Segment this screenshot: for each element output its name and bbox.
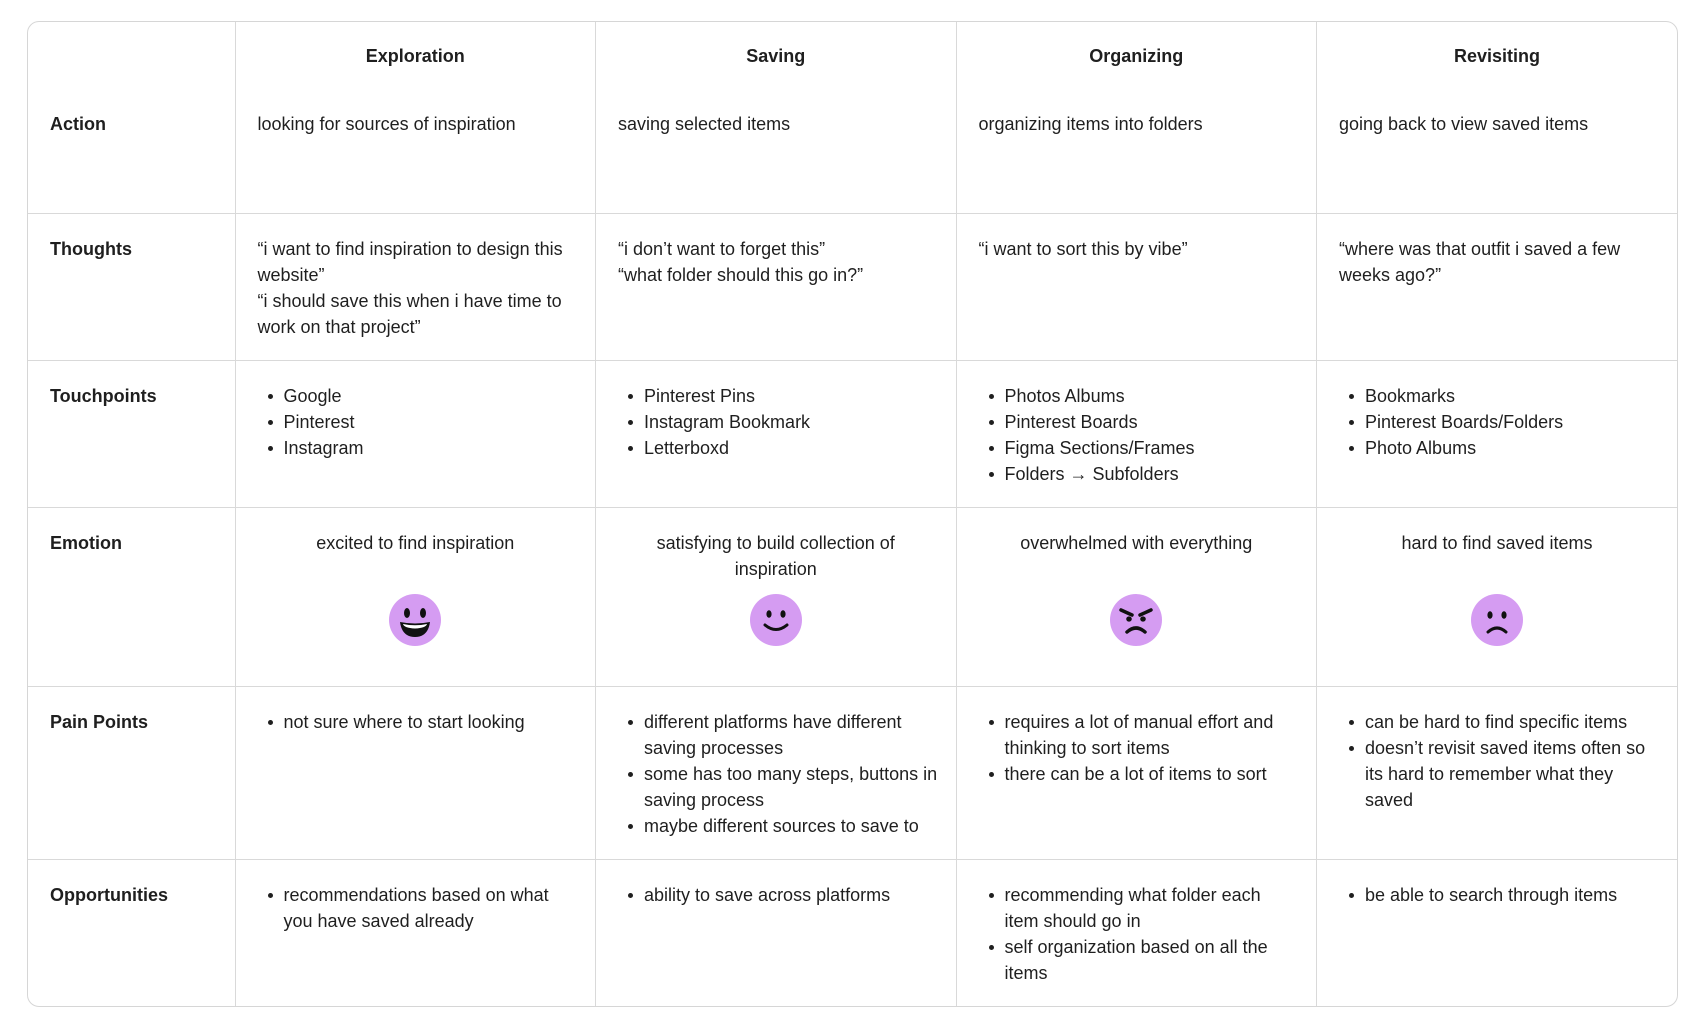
header-saving: Saving	[596, 22, 957, 89]
touchpoints-saving	[596, 360, 957, 507]
pain-point-list	[258, 709, 578, 735]
row-touchpoints	[28, 360, 1677, 507]
pain-points-revisiting	[1317, 686, 1678, 859]
list-item: not sure where to start looking	[284, 709, 578, 735]
list-item: Photo Albums	[1365, 435, 1659, 461]
header-revisiting: Revisiting	[1453, 45, 1541, 66]
list-item: requires a lot of manual effort and thinking to sort items	[1005, 709, 1299, 761]
frowning-face-icon	[1471, 594, 1523, 646]
list-item: doesn’t revisit saved items often so its hard to remember what they saved	[1365, 735, 1659, 813]
row-thoughts	[28, 213, 1677, 360]
opportunity-list	[1339, 882, 1659, 908]
emotion-saving	[596, 507, 957, 686]
header-row	[28, 22, 1677, 89]
list-item: can be hard to find specific items	[1365, 709, 1659, 735]
list-item: Instagram	[284, 435, 578, 461]
list-item: maybe different sources to save to	[644, 813, 938, 839]
thoughts-revisiting	[1317, 213, 1678, 360]
touchpoints-exploration	[235, 360, 596, 507]
row-label-opportunities: Opportunities	[28, 859, 235, 1006]
row-emotion	[28, 507, 1677, 686]
thought-line: “i want to find inspiration to design this website”	[257, 238, 563, 285]
row-label-touchpoints: Touchpoints	[28, 360, 235, 507]
header-exploration: Exploration	[235, 22, 596, 89]
pain-point-list	[1339, 709, 1659, 813]
row-label-pain-points: Pain Points	[28, 686, 235, 859]
thoughts-saving	[596, 213, 957, 360]
list-item: Google	[284, 383, 578, 409]
opportunities-saving	[596, 859, 957, 1006]
thought-line: “i want to sort this by vibe”	[978, 238, 1188, 259]
emotion-text: satisfying to build collection of inspiration	[656, 532, 895, 579]
action-exploration: looking for sources of inspiration	[235, 89, 596, 213]
header-organizing: Organizing	[956, 22, 1317, 89]
list-item: Pinterest Pins	[644, 383, 938, 409]
emotion-text: hard to find saved items	[1401, 532, 1593, 553]
touchpoint-list	[979, 383, 1299, 487]
action-saving: saving selected items	[596, 89, 957, 213]
list-item: some has too many steps, buttons in saving process	[644, 761, 938, 813]
opportunities-revisiting	[1317, 859, 1678, 1006]
list-item: there can be a lot of items to sort	[1005, 761, 1299, 787]
list-item: Photos Albums	[1005, 383, 1299, 409]
thought-line: “i should save this when i have time to work on that project”	[257, 290, 562, 337]
row-label-thoughts: Thoughts	[28, 213, 235, 360]
emotion-text: overwhelmed with everything	[1020, 532, 1253, 553]
header-corner	[28, 22, 235, 89]
opportunity-list	[258, 882, 578, 934]
list-item: self organization based on all the items	[1005, 934, 1299, 986]
thought-line: “where was that outfit i saved a few weeks ago?”	[1339, 238, 1621, 285]
list-item: Pinterest Boards	[1005, 409, 1299, 435]
list-item: ability to save across platforms	[644, 882, 938, 908]
pain-point-list	[979, 709, 1299, 787]
touchpoint-list	[258, 383, 578, 461]
list-item: recommending what folder each item should go in	[1005, 882, 1299, 934]
pain-points-organizing	[956, 686, 1317, 859]
opportunity-list	[618, 882, 938, 908]
action-organizing: organizing items into folders	[956, 89, 1317, 213]
journey-map-table	[27, 21, 1678, 1007]
thoughts-organizing	[956, 213, 1317, 360]
list-item: different platforms have different saving processes	[644, 709, 938, 761]
emotion-organizing	[956, 507, 1317, 686]
list-item: Bookmarks	[1365, 383, 1659, 409]
row-opportunities	[28, 859, 1677, 1006]
pain-points-exploration	[235, 686, 596, 859]
touchpoints-organizing	[956, 360, 1317, 507]
touchpoint-list	[618, 383, 938, 461]
smiling-face-icon	[750, 594, 802, 646]
pain-point-list	[618, 709, 938, 839]
touchpoint-list	[1339, 383, 1659, 461]
list-item: be able to search through items	[1365, 882, 1659, 908]
list-item: Folders → Subfolders	[1005, 461, 1299, 487]
pain-points-saving	[596, 686, 957, 859]
list-item: Pinterest	[284, 409, 578, 435]
angry-face-icon	[1110, 594, 1162, 646]
emotion-text: excited to find inspiration	[316, 532, 515, 553]
list-item: Pinterest Boards/Folders	[1365, 409, 1659, 435]
journey-table	[28, 22, 1677, 1006]
list-item: Figma Sections/Frames	[1005, 435, 1299, 461]
row-label-emotion: Emotion	[28, 507, 235, 686]
list-item: recommendations based on what you have saved already	[284, 882, 578, 934]
opportunity-list	[979, 882, 1299, 986]
thoughts-exploration	[235, 213, 596, 360]
row-pain-points	[28, 686, 1677, 859]
row-action	[28, 89, 1677, 213]
list-item: Letterboxd	[644, 435, 938, 461]
grinning-face-icon	[389, 594, 441, 646]
row-label-action: Action	[28, 89, 235, 213]
emotion-exploration	[235, 507, 596, 686]
emotion-revisiting	[1317, 507, 1678, 686]
thought-line: “i don’t want to forget this”	[618, 238, 826, 259]
opportunities-exploration	[235, 859, 596, 1006]
touchpoints-revisiting	[1317, 360, 1678, 507]
list-item: Instagram Bookmark	[644, 409, 938, 435]
thought-line: “what folder should this go in?”	[618, 264, 864, 285]
opportunities-organizing	[956, 859, 1317, 1006]
action-revisiting: going back to view saved items	[1317, 89, 1678, 213]
